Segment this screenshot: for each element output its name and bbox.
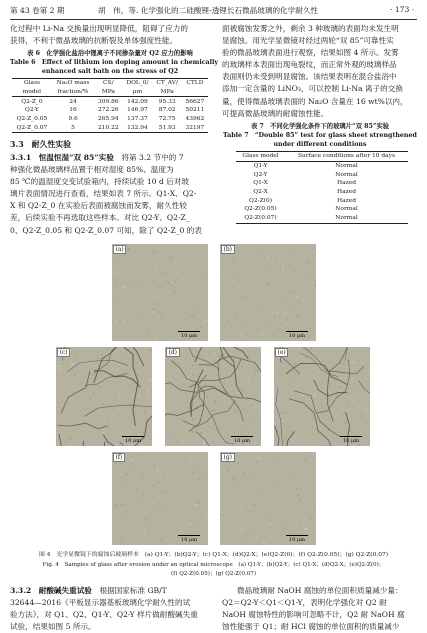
table7-title-en-2: under different conditions [222,140,418,149]
table-cell: Hazed [285,179,408,188]
left-331-paragraph [10,152,210,237]
table-cell: 142.09 [122,97,152,106]
table-cell: Q2-Y [12,106,52,115]
figure4-caption-en-2: (f) Q2-Z(0.05)；(g) Q2-Z(0.07) [10,570,417,579]
text-line: NaOH 腐蚀特性的影响可忽略不计，Q2 耐 NaOH 腐 [222,609,418,621]
panel-label: (g) [221,453,235,462]
table-cell: 56627 [182,97,208,106]
table-row [236,214,408,223]
table-cell: 32197 [182,123,208,132]
text-line [10,585,210,597]
micrograph-texture [56,347,152,446]
issue-label: 第 43 卷第 2 期 [10,5,65,16]
text-line: 面被腐蚀发雾之外，剩余 3 种玻璃的表面均未发生明 [222,23,418,35]
table-cell: Q1-Y [236,161,285,170]
table6-header: Glass [12,79,52,88]
table-row [236,196,408,205]
table6-title-cn: 表 6 化学强化盐浴中锂离子不同掺杂量对 Q2 应力的影响 [10,49,210,58]
table-row [236,179,408,188]
table-row [236,161,408,170]
micrograph-panel-g [220,452,316,545]
table6-title-en-2: enhanced salt bath on the stress of Q2 [10,67,210,76]
text-line [10,152,210,164]
text-line: 0、Q2-Z_0.05 和 Q2-Z_0.07 可知，除了 Q2-Z_0 的表 [10,225,210,237]
table-cell: Normal [285,161,408,170]
scale-bar-label: 10 μm [289,333,305,339]
table-cell: Normal [285,170,408,179]
panel-label: (c) [57,348,70,357]
text-line: 可提高微晶玻璃的耐腐蚀性能。 [222,108,418,120]
text-line: 85 ℃的温湿度交变试验箱内，持续试验 10 d 后对玻 [10,176,210,188]
scale-bar-label: 10 μm [234,438,250,444]
table-cell: 137.37 [122,115,152,124]
micrograph-panel-e [274,347,370,446]
table-cell: Q2-Z(0) [236,196,285,205]
micrograph-panel-a [112,244,208,341]
table-row [12,106,208,115]
right-top-paragraph [222,23,418,120]
scale-bar-label: 10 μm [125,438,141,444]
table-cell: 272.26 [94,106,122,115]
text-line: 32644—2016《平板显示器基板玻璃化学耐久性的试 [10,597,210,609]
scale-bar [286,331,308,339]
text-line: 显腐蚀。用光学显微镜对经过两轮“双 85”可靠性实 [222,35,418,47]
table-cell: 132.94 [122,123,152,132]
figure4-caption-en: Fig. 4 Samples of glass after erosion under an optical microscope (a) Q1-Y；(b)Q2-Y；(c) Q1-X；(d)Q2-X；(e)Q2-Z(0)； [10,561,417,570]
text-line: 量，使得微晶玻璃表面的 Na₂O 含量在 16 wt%以内， [222,96,418,108]
text-line: 验方法》，对 Q1、Q2、Q1-Y、Q2-Y 样片做耐酸碱失重 [10,609,210,621]
table6-title-en: Table 6 Effect of lithium ion doping amount in chemically [10,58,210,67]
table7-header: Surface conditions after 10 days [285,152,408,162]
table-cell: Normal [285,214,408,223]
table7-header: Glass model [236,152,285,162]
text-line-rest: 将第 3.2 节中的 7 [121,153,183,162]
text-line: 的玻璃样本表面出现龟裂纹，而正常外观的玻璃样品 [222,59,418,71]
scale-bar [178,331,200,339]
scale-bar-label: 10 μm [181,537,197,543]
text-line: 蚀性能强于 Q1；耐 HCl 腐蚀的单位面积的质量减少 [222,621,418,633]
table-cell: 50211 [182,106,208,115]
scale-bar-label: 10 μm [181,333,197,339]
panel-label: (f) [113,453,125,462]
table6-header [182,88,208,97]
micrograph-texture [112,452,208,545]
table6-header: CT_AV/ [152,79,181,88]
table-cell: Q1-X [236,179,285,188]
scale-bar [122,436,144,444]
table-cell: 72.75 [152,115,181,124]
page-number: · 173 · [390,5,414,14]
micrograph-panel-c [56,347,152,446]
running-title: 胡 伟，等. 化学强化的二硅酸锂-透锂长石微晶玻璃的化学耐久性 [98,5,318,16]
table6 [12,78,208,133]
table6-header: MPa [152,88,181,97]
table-cell: Q2-Z_0 [12,97,52,106]
text-line: X 和 Q2-Z_0 在实验后表面被腐蚀而发雾，耐久性较 [10,200,210,212]
table-cell: 95.33 [152,97,181,106]
section-heading-3-3-1: 3.3.1 恒温恒湿“双 85”实验 [10,153,114,162]
panel-label: (a) [113,245,126,254]
scale-bar [178,535,200,543]
table-cell: 24 [52,97,94,106]
table-row [236,188,408,197]
panel-label: (d) [166,348,180,357]
scale-bar [286,535,308,543]
table-cell: 51.93 [152,123,181,132]
table-cell: Hazed [285,188,408,197]
table-cell: Q2-Z_0.05 [12,115,52,124]
table6-header: CTLD [182,79,208,88]
table-cell: 43962 [182,115,208,124]
table7 [236,151,408,224]
micrograph-panel-d [165,347,261,446]
table6-header: CS/ [94,79,122,88]
section-heading-3-3-2: 3.3.2 耐酸碱失重试验 [10,586,92,595]
table-cell: Q2-Y [236,170,285,179]
micrograph-texture [220,244,316,341]
text-line: 化过程中 Li-Na 交换量出现明显降低，阻碍了应力的 [10,23,210,35]
text-line: 验的微晶玻璃表面进行观察，结果如图 4 所示。发雾 [222,47,418,59]
text-line: 璃片表面情况进行查看，结果如表 7 所示。Q1-X、Q2- [10,188,210,200]
micrograph-texture [165,347,261,446]
micrograph-panel-b [220,244,316,341]
table6-header: model [12,88,52,97]
text-line: 表面则仍未受到明显腐蚀。该结果表明在混合盐浴中 [222,71,418,83]
text-line-rest: 根据国家标准 GB/T [99,586,166,595]
section-heading-3-3: 3.3 耐久性实验 [10,139,71,150]
table-row [12,123,208,132]
table-row [12,115,208,124]
scale-bar [340,436,362,444]
table-cell: Q2-Z_0.07 [12,123,52,132]
table6-header: μm [122,88,152,97]
micrograph-texture [220,452,316,545]
scale-bar [231,436,253,444]
table-cell: 309.86 [94,97,122,106]
micrograph-texture [274,347,370,446]
table-cell: Q2-Z(0.07) [236,214,285,223]
table-cell: Hazed [285,196,408,205]
text-line: 种强化微晶玻璃样品置于相对湿度 85%、温度为 [10,164,210,176]
text-line: 添加一定含量的 LiNO₃，可以控制 Li-Na 离子的交换 [222,83,418,95]
text-line: 差，后续实验不再选取这些样本。对比 Q2-Y、Q2-Z_ [10,212,210,224]
table-row [236,170,408,179]
panel-label: (b) [221,245,235,254]
text-line: 获得，不利于微晶玻璃的抗断裂及单体强度性能。 [10,35,210,47]
text-line: 微晶玻璃耐 NaOH 腐蚀的单位面积质量减少量： [222,585,418,597]
text-line: 试验，结果如图 5 所示。 [10,621,210,633]
table6-header: DOL_0/ [122,79,152,88]
table6-header: MPa [94,88,122,97]
table-cell: 210.22 [94,123,122,132]
table-cell: 265.94 [94,115,122,124]
table7-title-en: Table 7 “Double 85” test for glass sheet strengthened [222,131,418,140]
table-row [12,97,208,106]
right-bottom-paragraph [222,585,418,633]
table-cell: 146.97 [122,106,152,115]
table-cell: 5 [52,123,94,132]
header-rule [10,19,417,20]
table-row [236,205,408,214]
table-cell: 9.6 [52,115,94,124]
micrograph-texture [112,244,208,341]
figure4-caption-cn: 图 4 光学显微镜下的腐蚀后玻璃样本 (a) Q1-Y；(b)Q2-Y；(c) Q1-X；(d)Q2-X；(e)Q2-Z(0)；(f) Q2-Z(0.05)；(g) Q2-Z(0.07) [10,551,417,560]
table6-header: Na₂O mass [52,79,94,88]
left-top-paragraph [10,23,210,47]
table-cell: 16 [52,106,94,115]
panel-label: (e) [275,348,288,357]
left-332-paragraph [10,585,210,633]
table-cell: 87.02 [152,106,181,115]
table-cell: Q2-Z(0.05) [236,205,285,214]
table-cell: Normal [285,205,408,214]
text-line: Q2＝Q2-Y＜Q1＜Q1-Y，表明化学强化对 Q2 耐 [222,597,418,609]
table6-header: fraction/% [52,88,94,97]
table7-title-cn: 表 7 不同化学强化条件下的玻璃片“双 85”实验 [222,122,418,131]
scale-bar-label: 10 μm [289,537,305,543]
scale-bar-label: 10 μm [343,438,359,444]
table-cell: Q2-X [236,188,285,197]
micrograph-panel-f [112,452,208,545]
